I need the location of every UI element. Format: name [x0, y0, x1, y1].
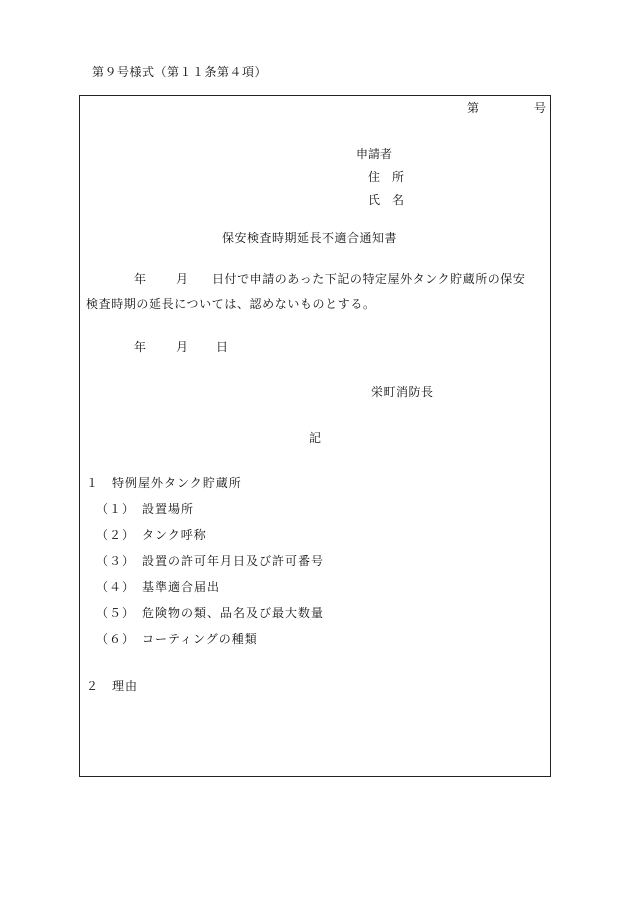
- ki-marker: 記: [309, 431, 322, 445]
- section-1-item: （１） 設置場所: [96, 502, 195, 516]
- section-1-item: （２） タンク呼称: [96, 528, 207, 542]
- section-1-item: （４） 基準適合届出: [96, 580, 221, 594]
- body-line-1: 日付で申請のあった下記の特定屋外タンク貯蔵所の保安: [212, 272, 526, 286]
- section-1-item: （５） 危険物の類、品名及び最大数量: [96, 606, 325, 620]
- applicant-heading: 申請者: [356, 147, 393, 161]
- section-1-label: １ 特例屋外タンク貯蔵所: [86, 476, 242, 490]
- document-title: 保安検査時期延長不適合通知書: [222, 231, 398, 245]
- section-1-item: （６） コーティングの種類: [96, 632, 258, 646]
- issue-date-day: 日: [216, 340, 229, 354]
- applicant-name-label: 氏 名: [368, 193, 405, 207]
- applicant-address-label: 住 所: [368, 170, 405, 184]
- section-2-label: ２ 理由: [86, 679, 139, 693]
- issue-date-year: 年: [134, 340, 147, 354]
- issuer: 栄町消防長: [371, 385, 434, 399]
- issue-date-month: 月: [176, 340, 189, 354]
- body-date-year: 年: [134, 272, 147, 286]
- form-label: 第９号様式（第１１条第４項）: [92, 65, 268, 79]
- body-date-month: 月: [176, 272, 189, 286]
- doc-number-suffix: 号: [534, 101, 547, 115]
- section-1-item: （３） 設置の許可年月日及び許可番号: [96, 554, 325, 568]
- doc-number-prefix: 第: [467, 101, 480, 115]
- body-line-2: 検査時期の延長については、認めないものとする。: [86, 297, 376, 311]
